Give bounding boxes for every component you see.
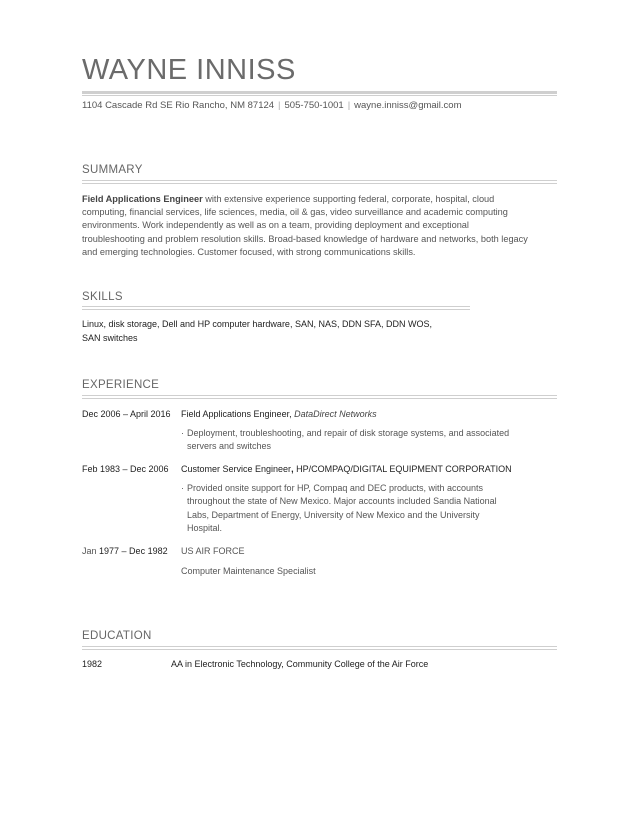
contact-address: 1104 Cascade Rd SE Rio Rancho, NM 87124 — [82, 100, 275, 111]
job-desc-line: Hospital. — [187, 523, 223, 534]
job-desc-line: servers and switches — [187, 441, 272, 452]
contact-separator: | — [278, 100, 281, 111]
resume-name: WAYNE INNISS — [82, 54, 296, 86]
summary-divider — [82, 180, 557, 181]
job-desc-line: Provided onsite support for HP, Compaq and DEC products, with accounts — [187, 483, 483, 493]
job-title-line — [181, 546, 245, 556]
bullet-icon: · — [181, 428, 184, 438]
summary-text — [82, 193, 532, 259]
job-role: Computer Maintenance Specialist — [181, 566, 316, 576]
education-degree: AA in Electronic Technology, Community College of the Air Force — [171, 659, 429, 669]
job-company: HP/COMPAQ/DIGITAL EQUIPMENT CORPORATION — [296, 464, 512, 474]
skills-divider-2 — [82, 309, 470, 310]
contact-phone: 505-750-1001 — [284, 100, 344, 111]
summary-divider-2 — [82, 183, 557, 184]
header-divider — [82, 91, 557, 94]
contact-email[interactable]: wayne.inniss@gmail.com — [354, 100, 462, 111]
job-dates: Dec 2006 – April 2016 — [82, 409, 171, 419]
header-divider-thin — [82, 95, 557, 96]
skills-line: SAN switches — [82, 332, 138, 343]
job-dates-line — [82, 546, 168, 556]
job-title: Customer Service Engineer — [181, 464, 292, 474]
job-desc-line: Deployment, troubleshooting, and repair of disk storage systems, and associated — [187, 428, 510, 438]
job-desc-line: throughout the state of New Mexico. Major accounts included Sandia National — [187, 496, 497, 507]
job-title-separator: , — [289, 409, 295, 419]
contact-separator: | — [347, 100, 351, 111]
education-heading: EDUCATION — [82, 630, 152, 642]
education-divider-2 — [82, 649, 557, 650]
education-divider — [82, 646, 557, 647]
job-title-line — [181, 464, 512, 474]
skills-divider — [82, 306, 470, 307]
experience-heading: EXPERIENCE — [82, 379, 160, 391]
summary-heading: SUMMARY — [82, 164, 143, 176]
summary-body: with extensive experience supporting federal, corporate, hospital, cloud computing, financial services, life sciences, media, oil & gas, video surveillance and academic computing environments. Work independently as well as on a team, providing deployment and exceptional troubleshooting and problem resolution skills. Broad-based knowledge of hardware and networks, both legacy and emerging technologies. Customer focused, with strong communications skills. — [82, 194, 528, 257]
bullet-icon: · — [181, 483, 184, 493]
job-title-line — [181, 409, 377, 419]
job-dates: Feb 1983 – Dec 2006 — [82, 464, 169, 474]
job-description — [181, 427, 531, 454]
skills-heading: SKILLS — [82, 291, 123, 303]
job-dates-prefix: Jan — [82, 546, 97, 556]
job-title: US AIR FORCE — [181, 546, 245, 556]
job-title: Field Applications Engineer — [181, 409, 290, 419]
job-title-separator: , — [291, 464, 297, 474]
contact-line — [82, 100, 461, 111]
job-company: DataDirect Networks — [294, 409, 377, 419]
job-dates: 1977 – Dec 1982 — [99, 546, 168, 556]
experience-divider-2 — [82, 398, 557, 399]
experience-divider — [82, 395, 557, 396]
education-year: 1982 — [82, 659, 103, 669]
skills-line: Linux, disk storage, Dell and HP computer hardware, SAN, NAS, DDN SFA, DDN WOS, — [82, 319, 432, 329]
job-desc-line: Labs, Department of Energy, University of New Mexico and the University — [187, 509, 480, 520]
summary-lead: Field Applications Engineer — [82, 194, 203, 204]
skills-text — [82, 318, 482, 345]
job-description — [181, 482, 531, 536]
